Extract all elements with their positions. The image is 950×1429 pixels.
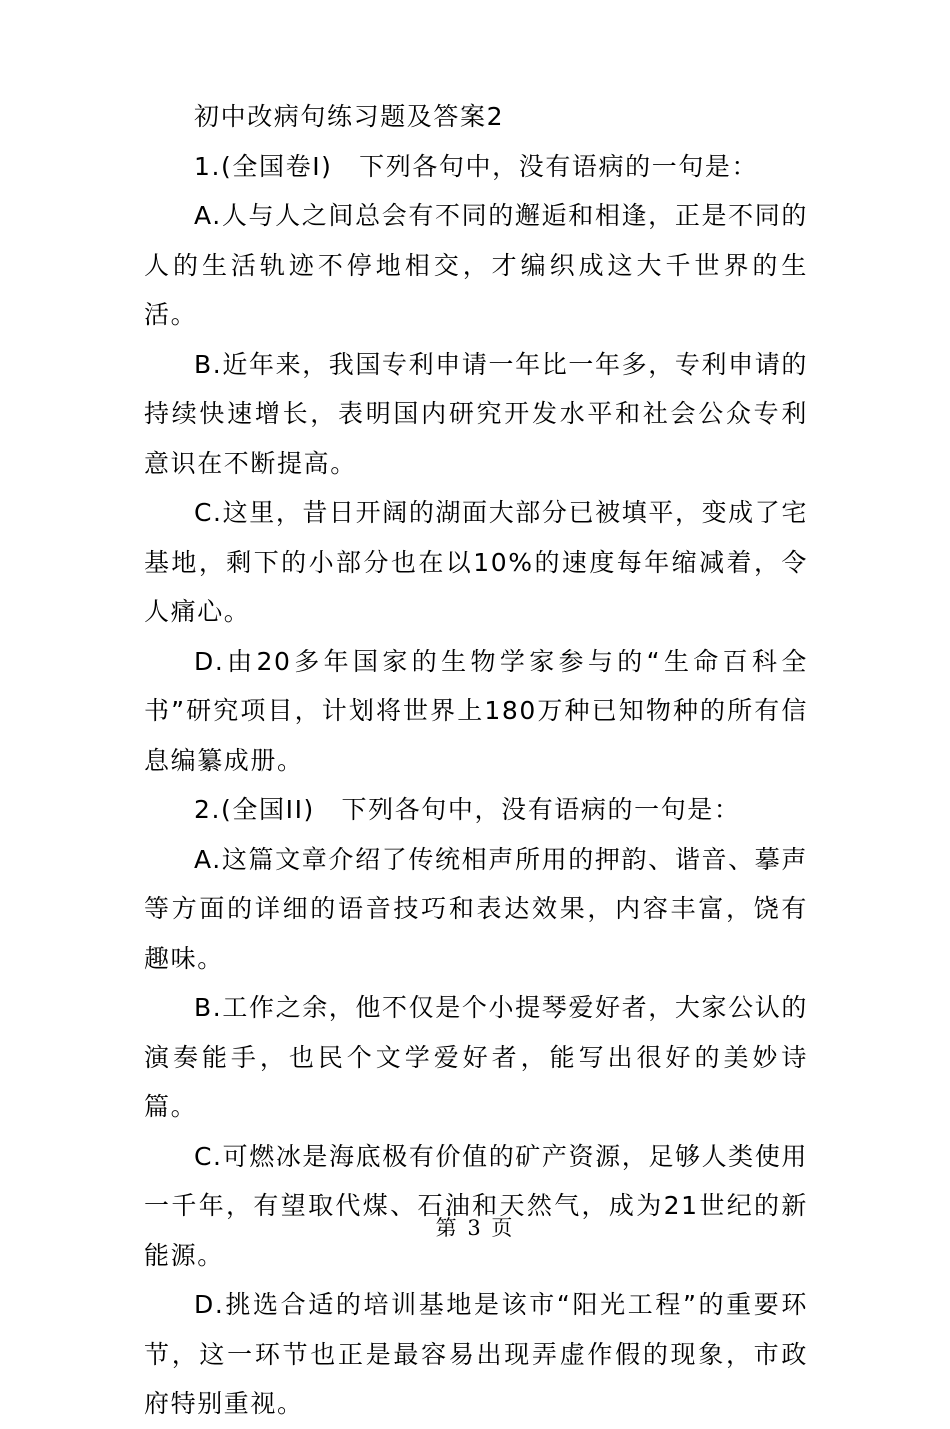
question-2-option-b: B.工作之余，他不仅是个小提琴爱好者，大家公认的演奏能手，也民个文学爱好者，能写出很好的美妙诗篇。 xyxy=(144,993,808,1121)
question-2-stem: 2.(全国II) 下列各句中，没有语病的一句是： xyxy=(194,795,741,824)
question-1-option-a: A.人与人之间总会有不同的邂逅和相逢，正是不同的人的生活轨迹不停地相交，才编织成这大千世界的生活。 xyxy=(144,201,808,329)
question-1-option-c: C.这里，昔日开阔的湖面大部分已被填平，变成了宅基地，剩下的小部分也在以10%的速度每年缩减着，令人痛心。 xyxy=(144,498,808,626)
question-1-option-d: D.由20多年国家的生物学家参与的“生命百科全书”研究项目，计划将世界上180万种已知物种的所有信息编纂成册。 xyxy=(144,646,808,775)
question-1-stem: 1.(全国卷I) 下列各句中，没有语病的一句是： xyxy=(194,151,759,181)
document-title: 初中改病句练习题及答案2 xyxy=(194,102,505,131)
question-2-option-c: C.可燃冰是海底极有价值的矿产资源，足够人类使用一千年，有望取代煤、石油和天然气，成为21世纪的新能源。 xyxy=(144,1141,808,1270)
question-1-option-b: B.近年来，我国专利申请一年比一年多，专利申请的持续快速增长，表明国内研究开发水平和社会公众专利意识在不断提高。 xyxy=(144,349,808,478)
question-2-option-d: D.挑选合适的培训基地是该市“阳光工程”的重要环节，这一环节也正是最容易出现弄虚作假的现象，市政府特别重视。 xyxy=(144,1290,808,1418)
question-2-option-a: A.这篇文章介绍了传统相声所用的押韵、谐音、摹声等方面的详细的语音技巧和表达效果，内容丰富，饶有趣味。 xyxy=(144,844,808,973)
page-number: 第 3 页 xyxy=(435,1216,515,1240)
